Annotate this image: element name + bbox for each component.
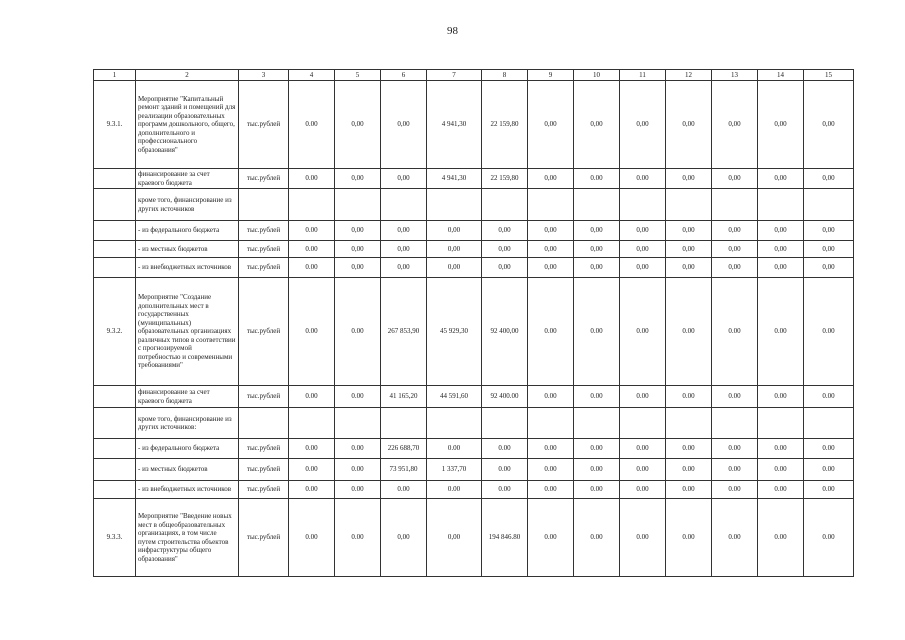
value-cell: 0,00: [574, 258, 620, 278]
value-cell: 0,00: [335, 169, 381, 189]
value-cell: 0,00: [335, 258, 381, 278]
value-cell: 0.00: [666, 439, 712, 459]
item-description-cell: - из местных бюджетов: [136, 459, 239, 481]
value-cell: 267 853,90: [381, 278, 427, 386]
item-description-cell: Мероприятие "Введение новых мест в общеобразовательных организациях, в том числе путем строительства объектов инфраструктуры общего образования": [136, 499, 239, 577]
value-cell: 0,00: [712, 81, 758, 169]
value-cell: 0,00: [482, 258, 528, 278]
item-number-cell: [94, 169, 136, 189]
value-cell: 0.00: [482, 439, 528, 459]
value-cell: 0,00: [712, 258, 758, 278]
value-cell: 0.00: [666, 499, 712, 577]
value-cell: 226 688,70: [381, 439, 427, 459]
value-cell: 0.00: [528, 278, 574, 386]
value-cell: 0,00: [666, 241, 712, 258]
value-cell: 0.00: [289, 439, 335, 459]
value-cell: 0,00: [381, 81, 427, 169]
value-cell: 0.00: [758, 499, 804, 577]
value-cell: 0.00: [574, 499, 620, 577]
value-cell: 0.00: [482, 481, 528, 499]
value-cell: [804, 189, 854, 221]
unit-cell: тыс.рублей: [239, 481, 289, 499]
value-cell: 0,00: [381, 499, 427, 577]
value-cell: 0.00: [574, 481, 620, 499]
value-cell: 0.00: [289, 221, 335, 241]
item-description-cell: финансирование за счет краевого бюджета: [136, 386, 239, 408]
table-row: [94, 386, 854, 408]
value-cell: 0,00: [381, 169, 427, 189]
value-cell: [528, 189, 574, 221]
item-description-cell: кроме того, финансирование из других источников:: [136, 408, 239, 439]
item-number-cell: [94, 386, 136, 408]
column-number-row: [94, 70, 854, 81]
column-number-header: 13: [712, 70, 758, 81]
column-number-header: 2: [136, 70, 239, 81]
value-cell: [528, 408, 574, 439]
value-cell: 0.00: [528, 386, 574, 408]
table-row: [94, 439, 854, 459]
value-cell: [289, 408, 335, 439]
value-cell: [574, 189, 620, 221]
value-cell: 0.00: [620, 439, 666, 459]
value-cell: 0,00: [804, 241, 854, 258]
column-number-header: 1: [94, 70, 136, 81]
value-cell: 0,00: [574, 221, 620, 241]
value-cell: 22 159,80: [482, 169, 528, 189]
item-number-cell: [94, 258, 136, 278]
value-cell: 0,00: [427, 258, 482, 278]
value-cell: 0.00: [335, 278, 381, 386]
item-description-cell: - из федерального бюджета: [136, 439, 239, 459]
value-cell: 0,00: [335, 241, 381, 258]
value-cell: 0.00: [482, 459, 528, 481]
table-row: [94, 189, 854, 221]
value-cell: 0.00: [758, 278, 804, 386]
value-cell: 0,00: [528, 169, 574, 189]
unit-cell: [239, 408, 289, 439]
column-number-header: 15: [804, 70, 854, 81]
value-cell: 0.00: [712, 439, 758, 459]
unit-cell: тыс.рублей: [239, 169, 289, 189]
table-row: [94, 278, 854, 386]
value-cell: 0.00: [804, 499, 854, 577]
value-cell: 92 400.00: [482, 386, 528, 408]
value-cell: 0.00: [804, 439, 854, 459]
value-cell: 0,00: [427, 499, 482, 577]
table-row: [94, 459, 854, 481]
item-number-cell: [94, 189, 136, 221]
value-cell: 0,00: [758, 169, 804, 189]
value-cell: 0,00: [381, 241, 427, 258]
value-cell: 0.00: [620, 278, 666, 386]
value-cell: 0,00: [666, 221, 712, 241]
value-cell: 0.00: [528, 459, 574, 481]
value-cell: 0,00: [758, 221, 804, 241]
value-cell: 0.00: [620, 386, 666, 408]
table-row: [94, 221, 854, 241]
item-number-cell: [94, 459, 136, 481]
value-cell: 0.00: [289, 386, 335, 408]
value-cell: 44 591,60: [427, 386, 482, 408]
value-cell: 0.00: [427, 481, 482, 499]
value-cell: 0,00: [528, 241, 574, 258]
value-cell: 0.00: [758, 439, 804, 459]
value-cell: 0.00: [712, 278, 758, 386]
value-cell: [381, 408, 427, 439]
value-cell: 0.00: [574, 459, 620, 481]
column-number-header: 9: [528, 70, 574, 81]
table-row: [94, 481, 854, 499]
table-row: [94, 169, 854, 189]
value-cell: 0,00: [620, 258, 666, 278]
column-number-header: 3: [239, 70, 289, 81]
value-cell: 22 159,80: [482, 81, 528, 169]
value-cell: 0.00: [620, 169, 666, 189]
table-row: [94, 241, 854, 258]
value-cell: 0.00: [666, 459, 712, 481]
value-cell: [482, 408, 528, 439]
budget-table: [93, 69, 854, 577]
column-number-header: 7: [427, 70, 482, 81]
value-cell: 0,00: [427, 241, 482, 258]
value-cell: 0.00: [758, 459, 804, 481]
value-cell: 0.00: [335, 386, 381, 408]
value-cell: 0.00: [427, 439, 482, 459]
value-cell: 0.00: [528, 499, 574, 577]
value-cell: [427, 408, 482, 439]
value-cell: [712, 189, 758, 221]
value-cell: 0,00: [528, 258, 574, 278]
unit-cell: тыс.рублей: [239, 278, 289, 386]
unit-cell: [239, 189, 289, 221]
value-cell: 0.00: [712, 499, 758, 577]
unit-cell: тыс.рублей: [239, 258, 289, 278]
column-number-header: 11: [620, 70, 666, 81]
value-cell: 0.00: [289, 81, 335, 169]
value-cell: 0,00: [804, 258, 854, 278]
value-cell: 0.00: [289, 169, 335, 189]
item-number-cell: 9.3.1.: [94, 81, 136, 169]
item-number-cell: [94, 221, 136, 241]
value-cell: 0,00: [482, 221, 528, 241]
item-description-cell: - из федерального бюджета: [136, 221, 239, 241]
value-cell: 0.00: [574, 169, 620, 189]
column-number-header: 6: [381, 70, 427, 81]
column-number-header: 8: [482, 70, 528, 81]
item-number-cell: 9.3.3.: [94, 499, 136, 577]
item-number-cell: [94, 241, 136, 258]
value-cell: 0.00: [289, 459, 335, 481]
value-cell: 0.00: [666, 481, 712, 499]
value-cell: [620, 408, 666, 439]
value-cell: 0.00: [574, 439, 620, 459]
value-cell: 0,00: [528, 221, 574, 241]
value-cell: 0,00: [804, 169, 854, 189]
item-number-cell: [94, 439, 136, 459]
item-number-cell: 9.3.2.: [94, 278, 136, 386]
value-cell: 0,00: [427, 221, 482, 241]
value-cell: [335, 189, 381, 221]
value-cell: 0,00: [620, 81, 666, 169]
value-cell: 0.00: [528, 439, 574, 459]
value-cell: 0.00: [528, 481, 574, 499]
value-cell: 0.00: [574, 386, 620, 408]
value-cell: [620, 189, 666, 221]
value-cell: 0.00: [289, 258, 335, 278]
value-cell: [427, 189, 482, 221]
value-cell: 0.00: [289, 499, 335, 577]
table-row: [94, 408, 854, 439]
value-cell: 0.00: [758, 386, 804, 408]
column-number-header: 4: [289, 70, 335, 81]
value-cell: 0.00: [335, 439, 381, 459]
value-cell: 0,00: [666, 258, 712, 278]
value-cell: 0.00: [666, 386, 712, 408]
item-description-cell: Мероприятие "Капитальный ремонт зданий и помещений для реализации образовательных программ дошкольного, общего, дополнительного и профессионального образования": [136, 81, 239, 169]
value-cell: [289, 189, 335, 221]
value-cell: 0,00: [381, 258, 427, 278]
value-cell: 92 400,00: [482, 278, 528, 386]
value-cell: 0.00: [289, 481, 335, 499]
value-cell: 0.00: [574, 278, 620, 386]
value-cell: 0.00: [620, 481, 666, 499]
value-cell: 0,00: [666, 81, 712, 169]
unit-cell: тыс.рублей: [239, 459, 289, 481]
column-number-header: 10: [574, 70, 620, 81]
table-row: [94, 258, 854, 278]
column-number-header: 5: [335, 70, 381, 81]
value-cell: [712, 408, 758, 439]
value-cell: [758, 189, 804, 221]
item-description-cell: Мероприятие "Создание дополнительных мест в государственных (муниципальных) образовательных организациях различных типов в соответствии с прогнозируемой потребностью и современными требованиями": [136, 278, 239, 386]
value-cell: 0,00: [574, 241, 620, 258]
value-cell: 0.00: [289, 241, 335, 258]
value-cell: 0.00: [381, 481, 427, 499]
value-cell: 0.00: [335, 459, 381, 481]
value-cell: [482, 189, 528, 221]
value-cell: 0.00: [712, 481, 758, 499]
column-number-header: 12: [666, 70, 712, 81]
value-cell: 1 337,70: [427, 459, 482, 481]
column-number-header: 14: [758, 70, 804, 81]
value-cell: [666, 408, 712, 439]
value-cell: [758, 408, 804, 439]
item-description-cell: кроме того, финансирование из других источников: [136, 189, 239, 221]
unit-cell: тыс.рублей: [239, 241, 289, 258]
page-number: 98: [447, 25, 458, 37]
item-number-cell: [94, 481, 136, 499]
value-cell: [335, 408, 381, 439]
value-cell: 0,00: [482, 241, 528, 258]
value-cell: 0,00: [620, 221, 666, 241]
value-cell: 0.00: [804, 386, 854, 408]
value-cell: 0.00: [758, 481, 804, 499]
value-cell: 194 846.80: [482, 499, 528, 577]
value-cell: 0,00: [381, 221, 427, 241]
value-cell: [574, 408, 620, 439]
unit-cell: тыс.рублей: [239, 499, 289, 577]
value-cell: 0.00: [712, 386, 758, 408]
value-cell: 45 929,30: [427, 278, 482, 386]
value-cell: 0,00: [758, 258, 804, 278]
value-cell: 0.00: [804, 481, 854, 499]
value-cell: 0.00: [620, 459, 666, 481]
item-number-cell: [94, 408, 136, 439]
value-cell: 0,00: [712, 169, 758, 189]
value-cell: 0.00: [289, 278, 335, 386]
value-cell: [381, 189, 427, 221]
table-row: [94, 81, 854, 169]
value-cell: 0,00: [712, 241, 758, 258]
item-description-cell: - из внебюджетных источников: [136, 481, 239, 499]
unit-cell: тыс.рублей: [239, 81, 289, 169]
value-cell: 0,00: [804, 81, 854, 169]
value-cell: 0,00: [335, 81, 381, 169]
value-cell: 0.00: [804, 278, 854, 386]
unit-cell: тыс.рублей: [239, 386, 289, 408]
value-cell: 0,00: [712, 221, 758, 241]
value-cell: 0,00: [758, 241, 804, 258]
item-description-cell: финансирование за счет краевого бюджета: [136, 169, 239, 189]
table-row: [94, 499, 854, 577]
value-cell: 0,00: [620, 241, 666, 258]
value-cell: 0,00: [335, 221, 381, 241]
value-cell: 4 941,30: [427, 81, 482, 169]
value-cell: 0.00: [666, 278, 712, 386]
value-cell: 73 951,80: [381, 459, 427, 481]
value-cell: 4 941,30: [427, 169, 482, 189]
unit-cell: тыс.рублей: [239, 439, 289, 459]
value-cell: [804, 408, 854, 439]
value-cell: 0.00: [620, 499, 666, 577]
value-cell: 0.00: [335, 499, 381, 577]
value-cell: 41 165,20: [381, 386, 427, 408]
value-cell: [666, 189, 712, 221]
value-cell: 0.00: [804, 459, 854, 481]
unit-cell: тыс.рублей: [239, 221, 289, 241]
value-cell: 0,00: [528, 81, 574, 169]
item-description-cell: - из местных бюджетов: [136, 241, 239, 258]
value-cell: 0.00: [335, 481, 381, 499]
value-cell: 0.00: [712, 459, 758, 481]
value-cell: 0,00: [574, 81, 620, 169]
value-cell: 0,00: [758, 81, 804, 169]
value-cell: 0,00: [804, 221, 854, 241]
item-description-cell: - из внебюджетных источников: [136, 258, 239, 278]
value-cell: 0,00: [666, 169, 712, 189]
